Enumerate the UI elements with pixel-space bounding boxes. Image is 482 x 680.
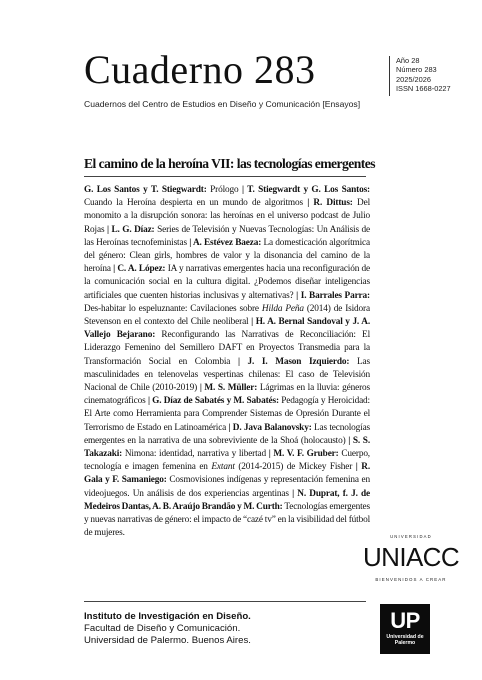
entry-title-rest: (2014-2015) de Mickey Fisher: [238, 462, 353, 473]
meta-period: 2025/2026: [396, 74, 431, 84]
entry-separator: |: [110, 264, 118, 275]
entry-title: Las tecnologías emergentes en la narrativa de una sobreviviente de la Shoá (holocausto): [84, 422, 371, 446]
entry-authors: G. Díaz de Sabatés y M. Sabatés:: [152, 396, 279, 407]
entry-authors: R. Gala y F. Samaniego:: [84, 462, 370, 486]
entry-title-rest: (2014) de Isidora Stevenson en el contexto del Chile neoliberal: [84, 303, 370, 328]
entry-separator: |: [248, 317, 256, 328]
entry-separator: |: [186, 237, 193, 248]
journal-subtitle: Cuadernos del Centro de Estudios en Diseño y Comunicación [Ensayos]: [84, 99, 361, 109]
entry-authors: I. Barrales Parra:: [300, 290, 370, 301]
entry-separator: |: [104, 224, 112, 235]
entry-title: Cuerpo, tecnología e imagen femenina en: [84, 449, 370, 473]
entry-separator: |: [145, 396, 153, 407]
entry-authors: H. A. Bernal Sandoval y J. A. Vallejo Bejarano:: [84, 317, 370, 341]
entry-title: IA y narrativas emergentes hacia una reconfiguración de la comunicación social en la cultura digital. ¿Podemos diseñar inteligencias artificiales que cuenten historias inclusivas y alternativas?: [84, 264, 371, 301]
contents-entry: [84, 185, 239, 195]
entry-separator: |: [197, 383, 205, 394]
institution-block: [84, 611, 251, 646]
entry-authors: A. Estévez Baeza:: [192, 237, 262, 248]
meta-issn: ISSN 1668-0227: [396, 84, 451, 94]
university-name: Universidad de Palermo. Buenos Aires.: [84, 634, 251, 646]
uniacc-logo-tagline: BIENVENIDOS A CREAR: [375, 577, 447, 582]
entry-separator: |: [238, 185, 248, 195]
entry-title-italic: Extant: [211, 462, 235, 473]
entry-authors: T. Stiegwardt y G. Los Santos:: [247, 185, 370, 195]
uniacc-logo-name: UNIACC: [362, 542, 460, 572]
entry-authors: M. S. Müller:: [204, 383, 258, 394]
entry-separator: |: [345, 435, 353, 446]
meta-divider: [389, 56, 390, 96]
meta-number: Número 283: [396, 65, 437, 75]
heading-divider: [84, 176, 366, 177]
entry-authors: R. Dittus:: [313, 198, 353, 209]
meta-year: Año 28: [396, 56, 420, 65]
entry-title: La domesticación algorítmica del género: Clean girls, hombres de valor y la disonancia del camino de la heroína: [84, 237, 370, 275]
up-logo-name: Universidad de Palermo: [386, 634, 424, 646]
entry-title-italic: Hilda Peña: [261, 303, 304, 314]
uniacc-logo: [362, 528, 460, 598]
entry-separator: |: [293, 290, 301, 301]
entry-title: Series de Televisión y Nuevas Tecnologías: Un Análisis de las Heroínas tecnofeministas: [84, 224, 370, 248]
entry-authors: G. Los Santos y T. Stiegwardt:: [84, 185, 207, 195]
entry-title: Del monomito a la disrupción sonora: las heroínas en el universo podcast de Julio Rojas: [84, 198, 371, 235]
up-logo-mark: UP: [390, 608, 420, 633]
entry-authors: D. Java Balanovsky:: [232, 422, 312, 433]
entry-title: Nimona: identidad, narrativa y libertad: [124, 449, 267, 460]
entry-title: Prólogo: [210, 185, 239, 195]
issue-heading: El camino de la heroína VII: las tecnologías emergentes: [84, 156, 375, 171]
entry-separator: |: [226, 422, 233, 433]
entry-authors: N. Duprat, f. J. de Medeiros Dantas, A. B. Araújo Brandão y M. Curth:: [84, 488, 371, 512]
institute-name: Instituto de Investigación en Diseño.: [84, 611, 251, 622]
table-of-contents: [84, 184, 370, 540]
entry-title: Reconfigurando las Narrativas de Reconciliación: El Liderazgo Femenino del Semillero DAFT en Proyectos Transmedia para la Transformación Social en Colombia: [84, 330, 371, 367]
entry-separator: |: [352, 462, 362, 473]
entry-separator: |: [302, 198, 314, 209]
entry-separator: |: [288, 488, 298, 499]
faculty-name: Facultad de Diseño y Comunicación.: [84, 622, 241, 634]
entry-authors: M. V. F. Gruber:: [273, 449, 339, 460]
entry-authors: C. A. López:: [117, 264, 166, 275]
entry-title: Las masculinidades en telenovelas vespertinas chilenas: El caso de Televisión Nacional de Chile (2010-2019): [84, 356, 370, 394]
footer-divider: [84, 601, 366, 602]
entry-title: Cuando la Heroína despierta en un mundo de algoritmos: [84, 198, 303, 209]
entry-separator: |: [230, 356, 248, 367]
entry-title: Lágrimas en la lluvia: géneros cinematográficos: [84, 383, 371, 407]
entry-title: Tecnologías emergentes y nuevas narrativas de género: el impacto de “cazé tv” en la visibilidad del fútbol de mujeres.: [84, 501, 371, 539]
journal-title: Cuaderno 283: [84, 47, 316, 92]
entry-title: Pedagogía y Heroicidad: El Arte como Herramienta para Comprender Sistemas de Opresión Durante el Terrorismo de Estado en Latinoamérica: [84, 396, 370, 433]
uniacc-logo-top: UNIVERSIDAD: [390, 534, 432, 539]
issue-meta: [396, 56, 451, 94]
entry-separator: |: [266, 449, 274, 460]
entry-authors: J. I. Mason Izquierdo:: [247, 356, 350, 367]
up-logo: [380, 604, 430, 654]
entry-authors: L. G. Díaz:: [111, 224, 155, 235]
entry-authors: S. S. Takazaki:: [84, 435, 370, 460]
entry-title: Des-habitar lo espeluznante: Cavilaciones sobre: [84, 303, 259, 314]
entry-title: Cosmovisiones indígenas y representación femenina en videojuegos. Un análisis de dos experiencias argentinas: [84, 475, 370, 499]
